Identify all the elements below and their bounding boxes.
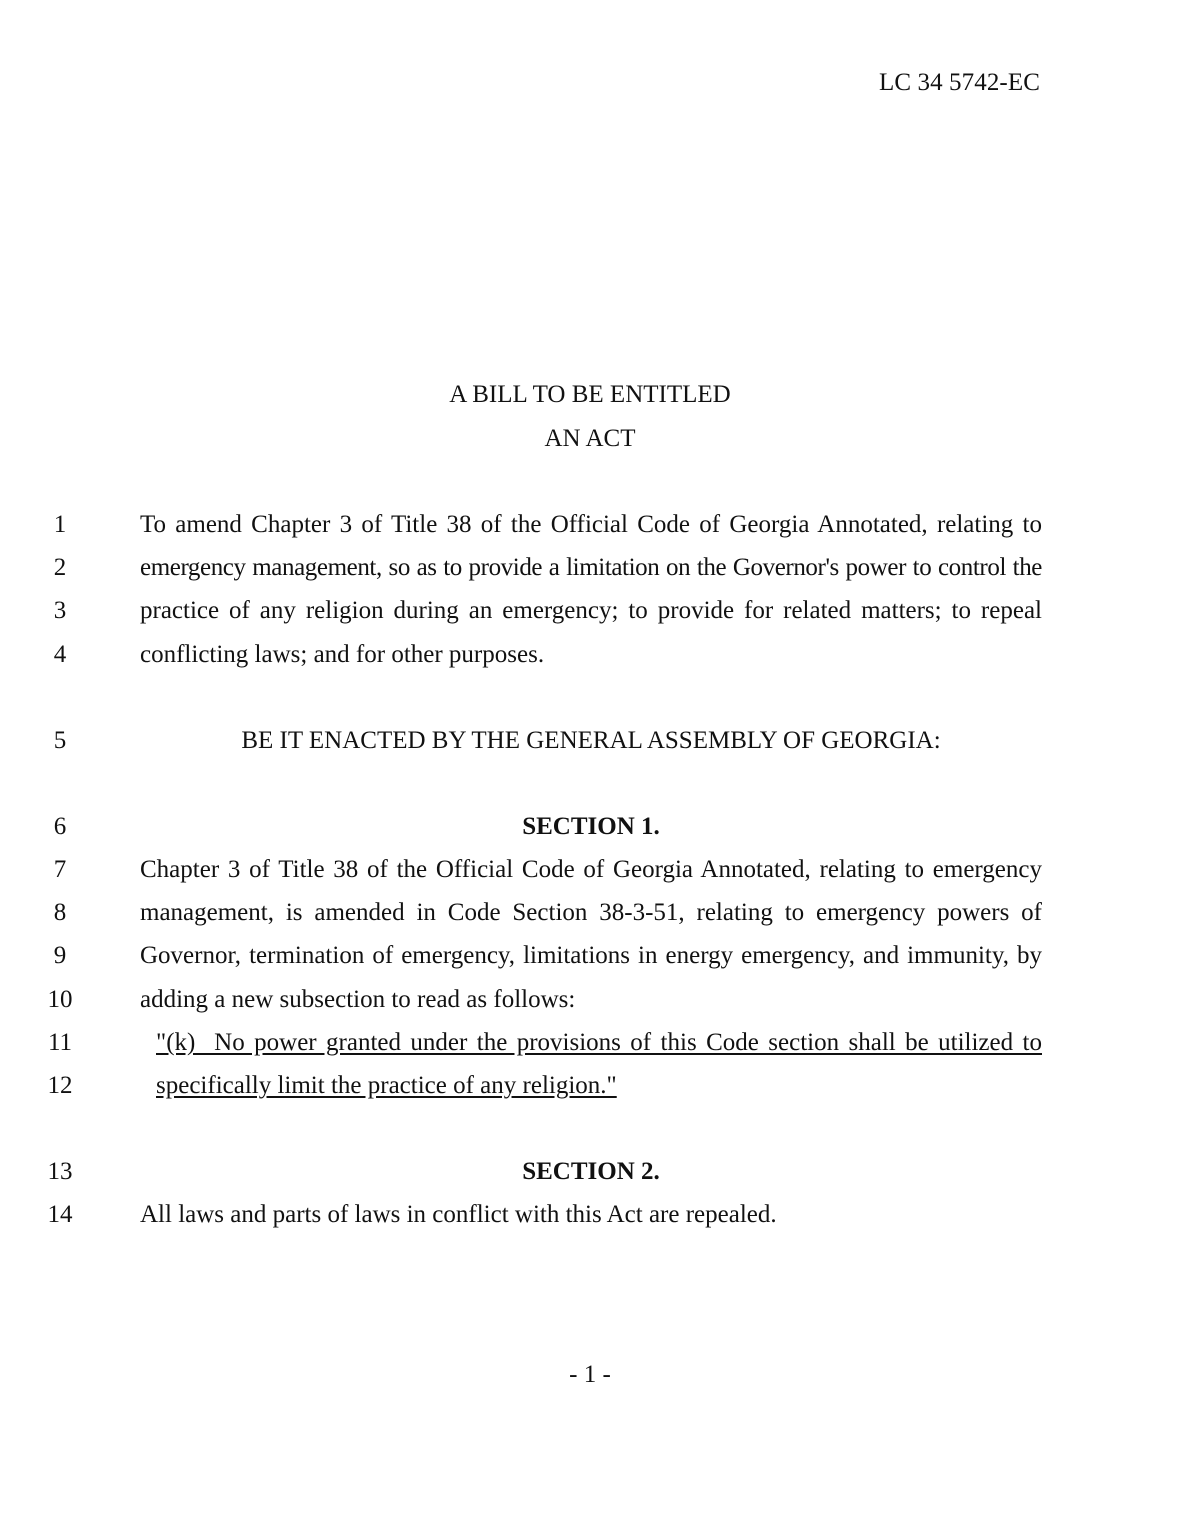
numbered-line [0,640,1180,670]
line-text: emergency management, so as to provide a limitation on the Governor's power to control the [140,554,1042,581]
numbered-line [0,898,1180,928]
line-text: practice of any religion during an emergency; to provide for related matters; to repeal [140,597,1042,624]
inserted-text: "(k) No power granted under the provisions of this Code section shall be utilized to [156,1029,1042,1056]
line-number: 2 [53,554,67,581]
enacting-clause: BE IT ENACTED BY THE GENERAL ASSEMBLY OF GEORGIA: [241,727,941,754]
numbered-line [0,726,1180,756]
line-text: Governor, termination of emergency, limitations in energy emergency, and immunity, by [140,942,1042,969]
line-number: 14 [47,1201,73,1228]
numbered-line [0,510,1180,540]
numbered-line [0,985,1180,1015]
line-number: 7 [53,856,67,883]
line-number: 10 [47,986,73,1013]
numbered-line [0,596,1180,626]
line-text: To amend Chapter 3 of Title 38 of the Official Code of Georgia Annotated, relating to [140,511,1042,538]
line-number: 4 [53,641,67,668]
line-text: All laws and parts of laws in conflict with this Act are repealed. [140,1201,777,1228]
document-id: LC 34 5742-EC [878,69,1040,96]
section-heading: SECTION 2. [522,1158,660,1185]
numbered-line [0,855,1180,885]
section-heading: SECTION 1. [522,813,660,840]
numbered-line [0,553,1180,583]
act-title: AN ACT [544,425,636,452]
line-number: 8 [53,899,67,926]
numbered-line [0,1028,1180,1058]
line-number: 13 [47,1158,73,1185]
inserted-text: specifically limit the practice of any religion." [156,1072,617,1099]
line-number: 12 [47,1072,73,1099]
page-number: - 1 - [569,1361,611,1388]
line-text: adding a new subsection to read as follows: [140,986,576,1013]
line-number: 1 [53,511,67,538]
line-number: 9 [53,942,67,969]
numbered-line [0,1200,1180,1230]
numbered-line [0,941,1180,971]
line-text: conflicting laws; and for other purposes. [140,641,545,668]
numbered-line [0,812,1180,842]
line-number: 3 [53,597,67,624]
bill-title: A BILL TO BE ENTITLED [449,381,731,408]
line-text: management, is amended in Code Section 38-3-51, relating to emergency powers of [140,899,1042,926]
line-number: 6 [53,813,67,840]
line-number: 5 [53,727,67,754]
numbered-line [0,1157,1180,1187]
line-number: 11 [47,1029,73,1056]
line-text: Chapter 3 of Title 38 of the Official Code of Georgia Annotated, relating to emergency [140,856,1042,883]
numbered-line [0,1071,1180,1101]
